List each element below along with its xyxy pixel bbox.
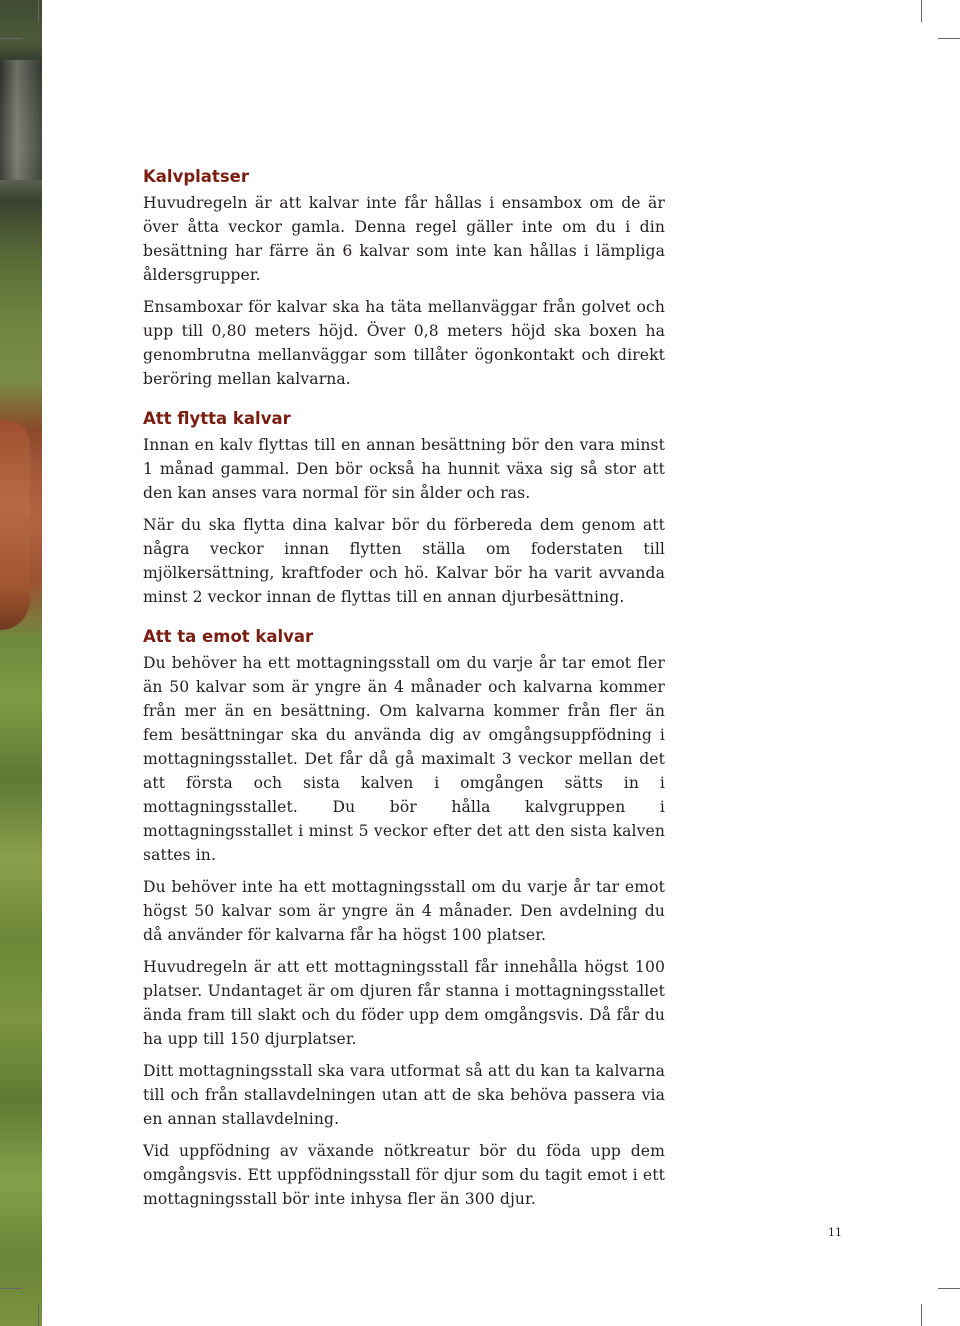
paragraph: Huvudregeln är att ett mottagningsstall får innehålla högst 100 platser. Undantaget är om djuren får stanna i mottagningsstallet ända fram till slakt och du föder upp dem omgångsvis. Då får du ha upp till 150 djurplatser. — [143, 958, 665, 1048]
crop-mark-bottom-left-h — [0, 1288, 22, 1289]
paragraph: Huvudregeln är att kalvar inte får hållas i ensambox om de är över åtta veckor gamla. Denna regel gäller inte om du i din besättning har färre än 6 kalvar som inte kan hållas i lämpliga åldersgrupper. — [143, 194, 665, 284]
page-number: 11 — [828, 1226, 842, 1239]
section-heading: Kalvplatser — [143, 167, 249, 186]
section-kalvplatser — [143, 165, 665, 391]
calf-body-detail — [0, 420, 30, 630]
crop-mark-top-left-h — [0, 38, 22, 39]
paragraph: Innan en kalv flyttas till en annan besättning bör den vara minst 1 månad gammal. Den bör också ha hunnit växa sig så stor att den kan anses vara normal för sin ålder och ras. — [143, 436, 665, 502]
section-att-ta-emot-kalvar — [143, 625, 665, 1211]
paragraph: När du ska flytta dina kalvar bör du förbereda dem genom att några veckor innan flytten ställa om foderstaten till mjölkersättning, kraftfoder och hö. Kalvar bör ha varit avvanda minst 2 veckor innan de flyttas till en annan djurbesättning. — [143, 516, 665, 606]
paragraph: Du behöver ha ett mottagningsstall om du varje år tar emot fler än 50 kalvar som är yngre än 4 månader och kalvarna kommer från mer än en besättning. Om kalvarna kommer från fler än fem besättningar ska du använda dig av omgångsuppfödning i mottagningsstallet. Det får då gå maximalt 3 veckor mellan det att första och sista kalven i omgången sätts in i mottagningsstallet. Du bör hålla kalvgruppen i mottagningsstallet i minst 5 veckor efter det att den sista kalven sattes in. — [143, 654, 665, 864]
article-body — [143, 165, 665, 1227]
section-att-flytta-kalvar — [143, 407, 665, 609]
section-heading: Att ta emot kalvar — [143, 627, 314, 646]
stone-wall-detail — [0, 60, 42, 180]
crop-mark-top-left — [38, 0, 39, 22]
crop-mark-top-right-h — [938, 38, 960, 39]
calf-photo-strip — [0, 0, 42, 1326]
paragraph: Du behöver inte ha ett mottagningsstall om du varje år tar emot högst 50 kalvar som är yngre än 4 månader. Den avdelning du då använder för kalvarna får ha högst 100 platser. — [143, 878, 665, 944]
crop-mark-bottom-left — [38, 1304, 39, 1326]
crop-mark-bottom-right-h — [938, 1288, 960, 1289]
crop-mark-bottom-right — [921, 1304, 922, 1326]
paragraph: Ditt mottagningsstall ska vara utformat så att du kan ta kalvarna till och från stallavdelningen utan att de ska behöva passera via en annan stallavdelning. — [143, 1062, 665, 1128]
paragraph: Ensamboxar för kalvar ska ha täta mellanväggar från golvet och upp till 0,80 meters höjd. Över 0,8 meters höjd ska boxen ha genombrutna mellanväggar som tillåter ögonkontakt och direkt beröring mellan kalvarna. — [143, 298, 665, 388]
crop-mark-top-right — [921, 0, 922, 22]
paragraph: Vid uppfödning av växande nötkreatur bör du föda upp dem omgångsvis. Ett uppfödningsstall för djur som du tagit emot i ett mottagningsstall bör inte inhysa fler än 300 djur. — [143, 1142, 665, 1208]
section-heading: Att flytta kalvar — [143, 409, 291, 428]
